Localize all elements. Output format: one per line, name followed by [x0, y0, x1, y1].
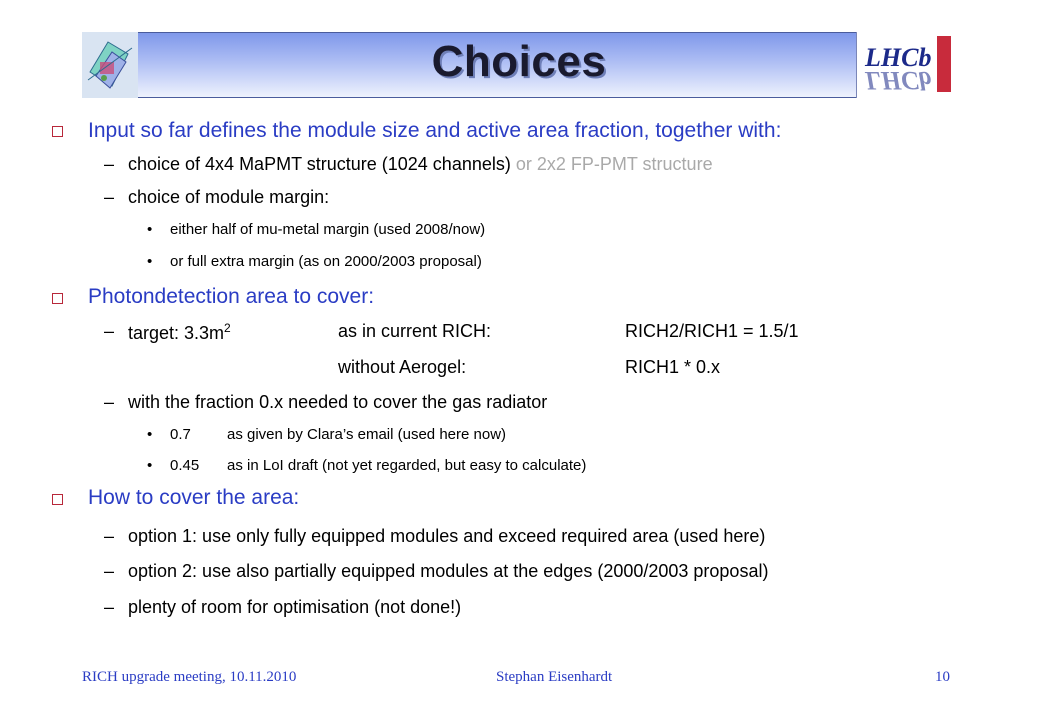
slide-title: Choices	[431, 37, 607, 86]
dot-icon: •	[147, 253, 153, 270]
footer-meeting: RICH upgrade meeting, 10.11.2010	[82, 669, 297, 685]
dash-icon: –	[104, 597, 115, 617]
dash-icon: –	[104, 321, 115, 341]
dash-icon: –	[104, 526, 115, 546]
option-1: option 1: use only fully equipped modules and exceed required area (used here)	[128, 526, 766, 546]
dash-icon: –	[104, 154, 115, 174]
dot-icon: •	[147, 426, 153, 443]
fraction-note-1: as given by Clara’s email (used here now)	[227, 426, 507, 443]
bullet-input-so-far: Input so far defines the module size and active area fraction, together with:	[88, 119, 782, 142]
without-aerogel-label: without Aerogel:	[338, 357, 467, 377]
lhcb-logo-text: LHCb	[865, 43, 932, 72]
bullet-square-icon	[52, 293, 63, 304]
bullet-photodetection-area: Photondetection area to cover:	[88, 285, 375, 308]
dot-icon: •	[147, 457, 153, 474]
pmt-structure-text: choice of 4x4 MaPMT structure (1024 channels)	[128, 154, 516, 174]
rich-ratio: RICH2/RICH1 = 1.5/1	[625, 321, 799, 341]
dot-icon: •	[147, 221, 153, 238]
option-2: option 2: use also partially equipped modules at the edges (2000/2003 proposal)	[128, 561, 769, 581]
target-area-exponent: 2	[224, 321, 231, 335]
target-area	[128, 321, 231, 344]
optimisation-note: plenty of room for optimisation (not done!)	[128, 597, 462, 617]
sub-pmt-structure	[128, 154, 713, 175]
target-area-text: target: 3.3m	[128, 323, 225, 343]
fraction-value-1: 0.7	[170, 426, 191, 443]
margin-option-full: or full extra margin (as on 2000/2003 proposal)	[170, 253, 482, 270]
fraction-value-2: 0.45	[170, 457, 200, 474]
pmt-alternative-text: or 2x2 FP-PMT structure	[515, 154, 713, 174]
bullet-cover-area: How to cover the area:	[88, 486, 300, 509]
dash-icon: –	[104, 187, 115, 207]
dash-icon: –	[104, 561, 115, 581]
rich1-fraction: RICH1 * 0.x	[625, 357, 721, 377]
bullet-square-icon	[52, 494, 63, 505]
footer-author: Stephan Eisenhardt	[496, 669, 613, 685]
sub-fraction-gas-radiator: with the fraction 0.x needed to cover the gas radiator	[128, 392, 548, 412]
current-rich-label: as in current RICH:	[338, 321, 492, 341]
margin-option-half: either half of mu-metal margin (used 2008/now)	[170, 221, 486, 238]
footer-page-number: 10	[935, 669, 950, 685]
dash-icon: –	[104, 392, 115, 412]
lhcb-logo-reflection: LHCb	[865, 66, 932, 95]
fraction-note-2: as in LoI draft (not yet regarded, but easy to calculate)	[227, 457, 587, 474]
sub-module-margin: choice of module margin:	[128, 187, 330, 207]
bullet-square-icon	[52, 126, 63, 137]
